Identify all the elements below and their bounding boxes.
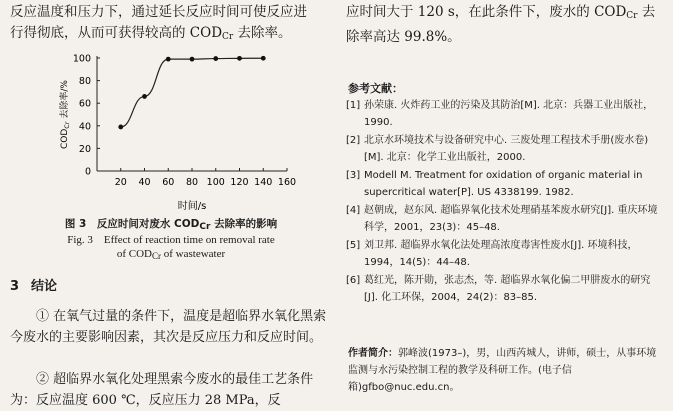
x-tick-label: 60 — [162, 177, 175, 188]
figure-caption-en-2: of $COD_{Cr}$ of wastewater — [116, 248, 226, 261]
x-tick-label: 20 — [114, 177, 127, 188]
author-text: 郭峰波(1973–)，男，山西芮城人，讲师，硕士，从事环境监测与水污染控制工程的教学及科研工作。(电子信箱)gfbo@nuc.edu.cn。 — [348, 348, 657, 393]
x-tick-label: 120 — [230, 177, 249, 188]
conclusion-1: ① 在氧气过量的条件下，温度是超临界水氧化黑索今废水的主要影响因素，其次是反应压力和反应时间。 — [10, 309, 327, 345]
x-tick-label: 140 — [254, 177, 273, 188]
intro-paragraph — [10, 2, 332, 48]
conclusion-2: ② 超临界水氧化处理黑索今废水的最佳工艺条件为：反应温度 600 ℃，反应压力 28 MPa，反 — [10, 372, 314, 408]
continued-paragraph: 应时间大于 120 s，在此条件下，废水的 $COD_{Cr}$ 去 除率高达 99.8%。 — [346, 4, 656, 45]
y-tick-label: 80 — [78, 76, 91, 88]
intro-line-2-end: 去除率。 — [233, 25, 292, 41]
y-tick-label: 100 — [72, 53, 91, 65]
series-line — [121, 58, 264, 127]
references-heading: 参考文献： — [348, 82, 403, 95]
data-point — [237, 56, 242, 61]
section-number: 3 — [10, 279, 20, 294]
figure-caption-en-1: Fig. 3 Effect of reaction time on removal rate — [67, 234, 275, 246]
data-point — [261, 56, 266, 61]
author-bio — [348, 345, 664, 396]
author-label: 作者简介： — [348, 348, 398, 359]
reference-item: [3] Modell M. Treatment for oxidation of organic material in supercritical water[P]. US 4338199. 1982. — [346, 170, 643, 198]
x-tick-label: 100 — [206, 177, 225, 188]
references-list — [346, 98, 664, 308]
data-point — [142, 94, 147, 99]
reference-item: [6] 葛红光，陈开勋，张志杰，等. 超临界水氧化偏二甲肼废水的研究[J]. 化工环保，2004，24(2)：83–85. — [346, 275, 651, 303]
y-axis-label: $COD_{Cr}$ 去除率/% — [60, 80, 71, 149]
data-point — [213, 56, 218, 61]
y-tick-label: 40 — [78, 121, 91, 133]
y-tick-label: 20 — [78, 143, 91, 155]
intro-subscript: Cr — [222, 32, 234, 42]
x-axis-label: 时间/s — [177, 201, 207, 212]
section-heading — [10, 275, 69, 294]
y-tick-label: 60 — [78, 98, 91, 110]
intro-line-1: 反应温度和压力下，通过延长反应时间可使反应进 — [10, 4, 307, 20]
reference-item: [1] 孙荣康. 火炸药工业的污染及其防治[M]. 北京：兵器工业出版社，1990. — [346, 100, 654, 128]
data-point — [166, 57, 171, 62]
reference-item: [2] 北京水环境技术与设备研究中心. 三废处理工程技术手册(废水卷)[M]. 北京：化学工业出版社，2000. — [346, 135, 649, 163]
chart-axes — [97, 56, 287, 171]
reference-item: [4] 赵朝成，赵东风. 超临界氧化技术处理硝基苯废水研究[J]. 重庆环境科学，2001，23(3)：45–48. — [346, 205, 658, 233]
reaction-time-chart — [10, 48, 332, 216]
chart-series — [118, 56, 265, 130]
section-title: 结论 — [31, 279, 58, 294]
reference-item: [5] 刘卫邦. 超临界水氧化法处理高浓度毒害性废水[J]. 环境科技，1994，14(5)：44–48. — [346, 240, 638, 268]
y-tick-label: 0 — [84, 166, 91, 178]
chart-ticks — [73, 54, 296, 189]
data-point — [190, 57, 195, 62]
x-tick-label: 40 — [138, 177, 151, 188]
data-point — [118, 125, 123, 130]
figure-caption-zh: 图 3 反应时间对废水 $COD_{Cr}$ 去除率的影响 — [64, 218, 278, 232]
x-tick-label: 160 — [277, 177, 297, 188]
x-tick-label: 80 — [185, 177, 199, 188]
intro-line-2: 行得彻底，从而可获得较高的 COD — [10, 25, 223, 41]
